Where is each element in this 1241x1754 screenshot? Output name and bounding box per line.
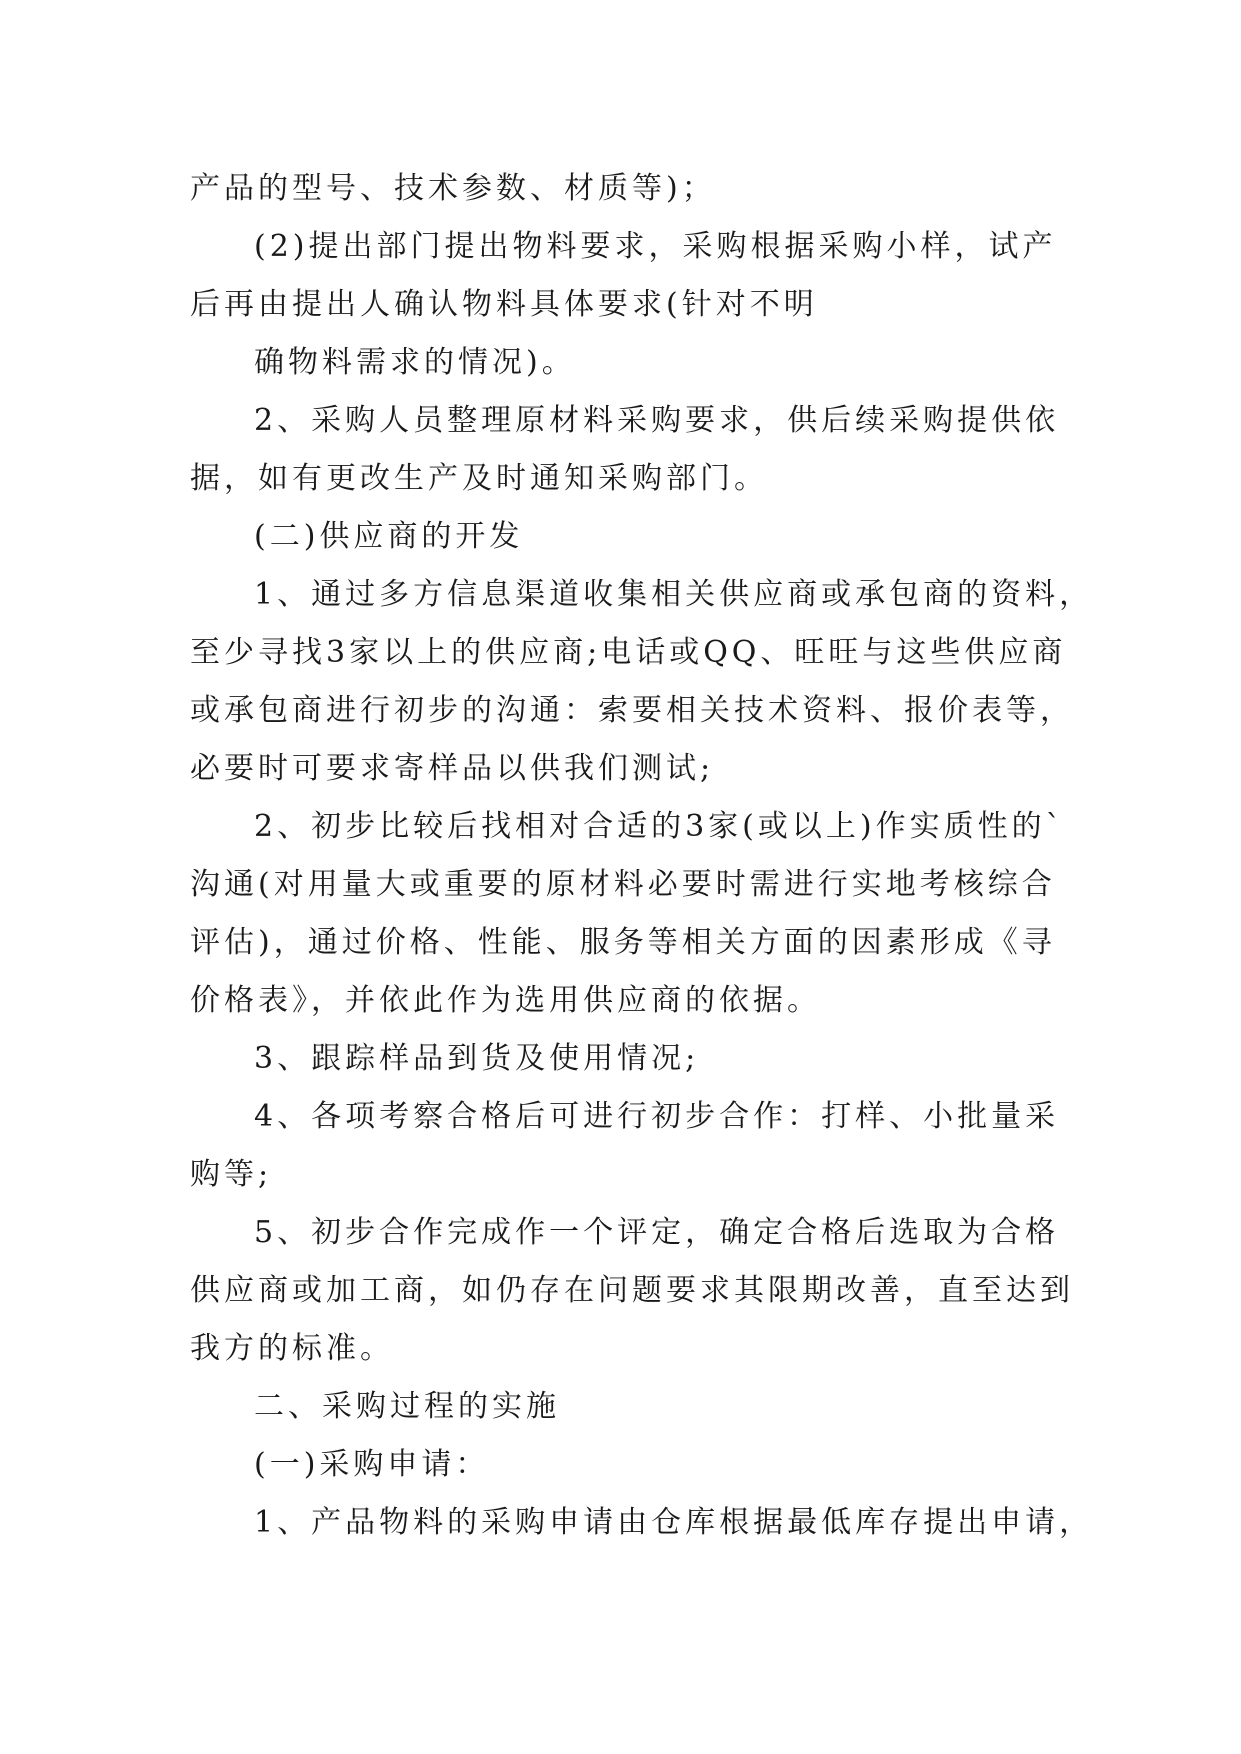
text-line: 3、跟踪样品到货及使用情况;: [254, 1041, 700, 1076]
text-line: 或承包商进行初步的沟通：索要相关技术资料、报价表等，: [190, 693, 1074, 728]
text-line: 必要时可要求寄样品以供我们测试;: [190, 751, 715, 786]
text-line: 购等;: [190, 1157, 273, 1192]
text-line: (2)提出部门提出物料要求，采购根据采购小样，试产: [254, 229, 1057, 264]
text-line: 1、产品物料的采购申请由仓库根据最低库存提出申请，: [254, 1505, 1094, 1540]
document-body: [190, 160, 1094, 1552]
section-heading: (一)采购申请：: [254, 1447, 490, 1482]
section-heading: 二、采购过程的实施: [254, 1389, 560, 1424]
text-line: 产品的型号、技术参数、材质等)；: [190, 171, 716, 206]
text-line: 后再由提出人确认物料具体要求(针对不明: [190, 287, 818, 322]
text-line: 价格表》，并依此作为选用供应商的依据。: [190, 983, 821, 1018]
text-line: 2、初步比较后找相对合适的3家(或以上)作实质性的`: [254, 809, 1065, 844]
text-line: 1、通过多方信息渠道收集相关供应商或承包商的资料，: [254, 577, 1094, 612]
text-line: 评估)，通过价格、性能、服务等相关方面的因素形成《寻: [190, 925, 1056, 960]
text-line: 至少寻找3家以上的供应商;电话或QQ、旺旺与这些供应商: [190, 635, 1067, 670]
text-line: 2、采购人员整理原材料采购要求，供后续采购提供依: [254, 403, 1060, 438]
text-line: 4、各项考察合格后可进行初步合作：打样、小批量采: [254, 1099, 1060, 1134]
section-heading: (二)供应商的开发: [254, 519, 524, 554]
text-line: 确物料需求的情况)。: [254, 345, 576, 380]
text-line: 沟通(对用量大或重要的原材料必要时需进行实地考核综合: [190, 867, 1056, 902]
text-line: 据，如有更改生产及时通知采购部门。: [190, 461, 768, 496]
text-line: 我方的标准。: [190, 1331, 394, 1366]
text-line: 供应商或加工商，如仍存在问题要求其限期改善，直至达到: [190, 1273, 1074, 1308]
text-line: 5、初步合作完成作一个评定，确定合格后选取为合格: [254, 1215, 1060, 1250]
